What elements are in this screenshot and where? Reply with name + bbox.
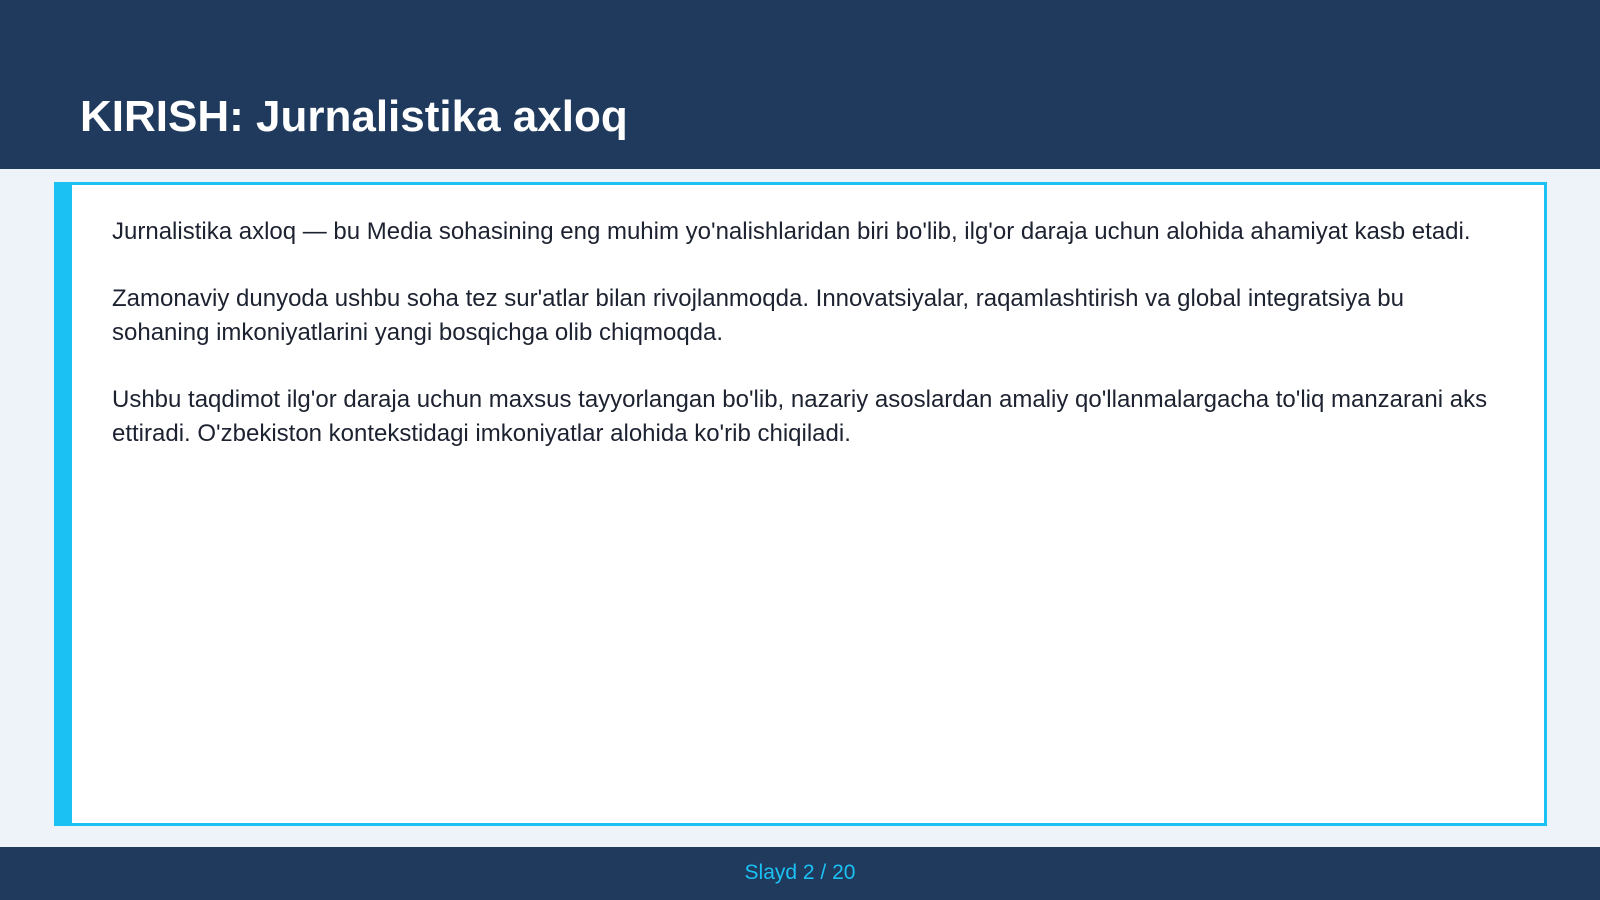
- paragraph-intro: Jurnalistika axloq — bu Media sohasining eng muhim yo'nalishlaridan biri bo'lib, ilg'or daraja uchun alohida ahamiyat kasb etadi.: [112, 218, 1471, 245]
- content-body: [112, 215, 1502, 484]
- paragraph-modern-world: Zamonaviy dunyoda ushbu soha tez sur'atlar bilan rivojlanmoqda. Innovatsiyalar, raqamlashtirish va global integratsiya bu sohaning imkoniyatlarini yangi bosqichga olib chiqmoqda.: [112, 285, 1404, 346]
- slide-header: [0, 0, 1600, 169]
- slide-footer: [0, 847, 1600, 900]
- slide-title: KIRISH: Jurnalistika axloq: [80, 92, 628, 142]
- paragraph-presentation-scope: Ushbu taqdimot ilg'or daraja uchun maxsus tayyorlangan bo'lib, nazariy asoslardan amaliy qo'llanmalargacha to'liq manzarani aks ettiradi. O'zbekiston kontekstidagi imkoniyatlar alohida ko'rib chiqiladi.: [112, 386, 1488, 447]
- content-card: [54, 182, 1547, 826]
- slide-counter: Slayd 2 / 20: [744, 861, 856, 884]
